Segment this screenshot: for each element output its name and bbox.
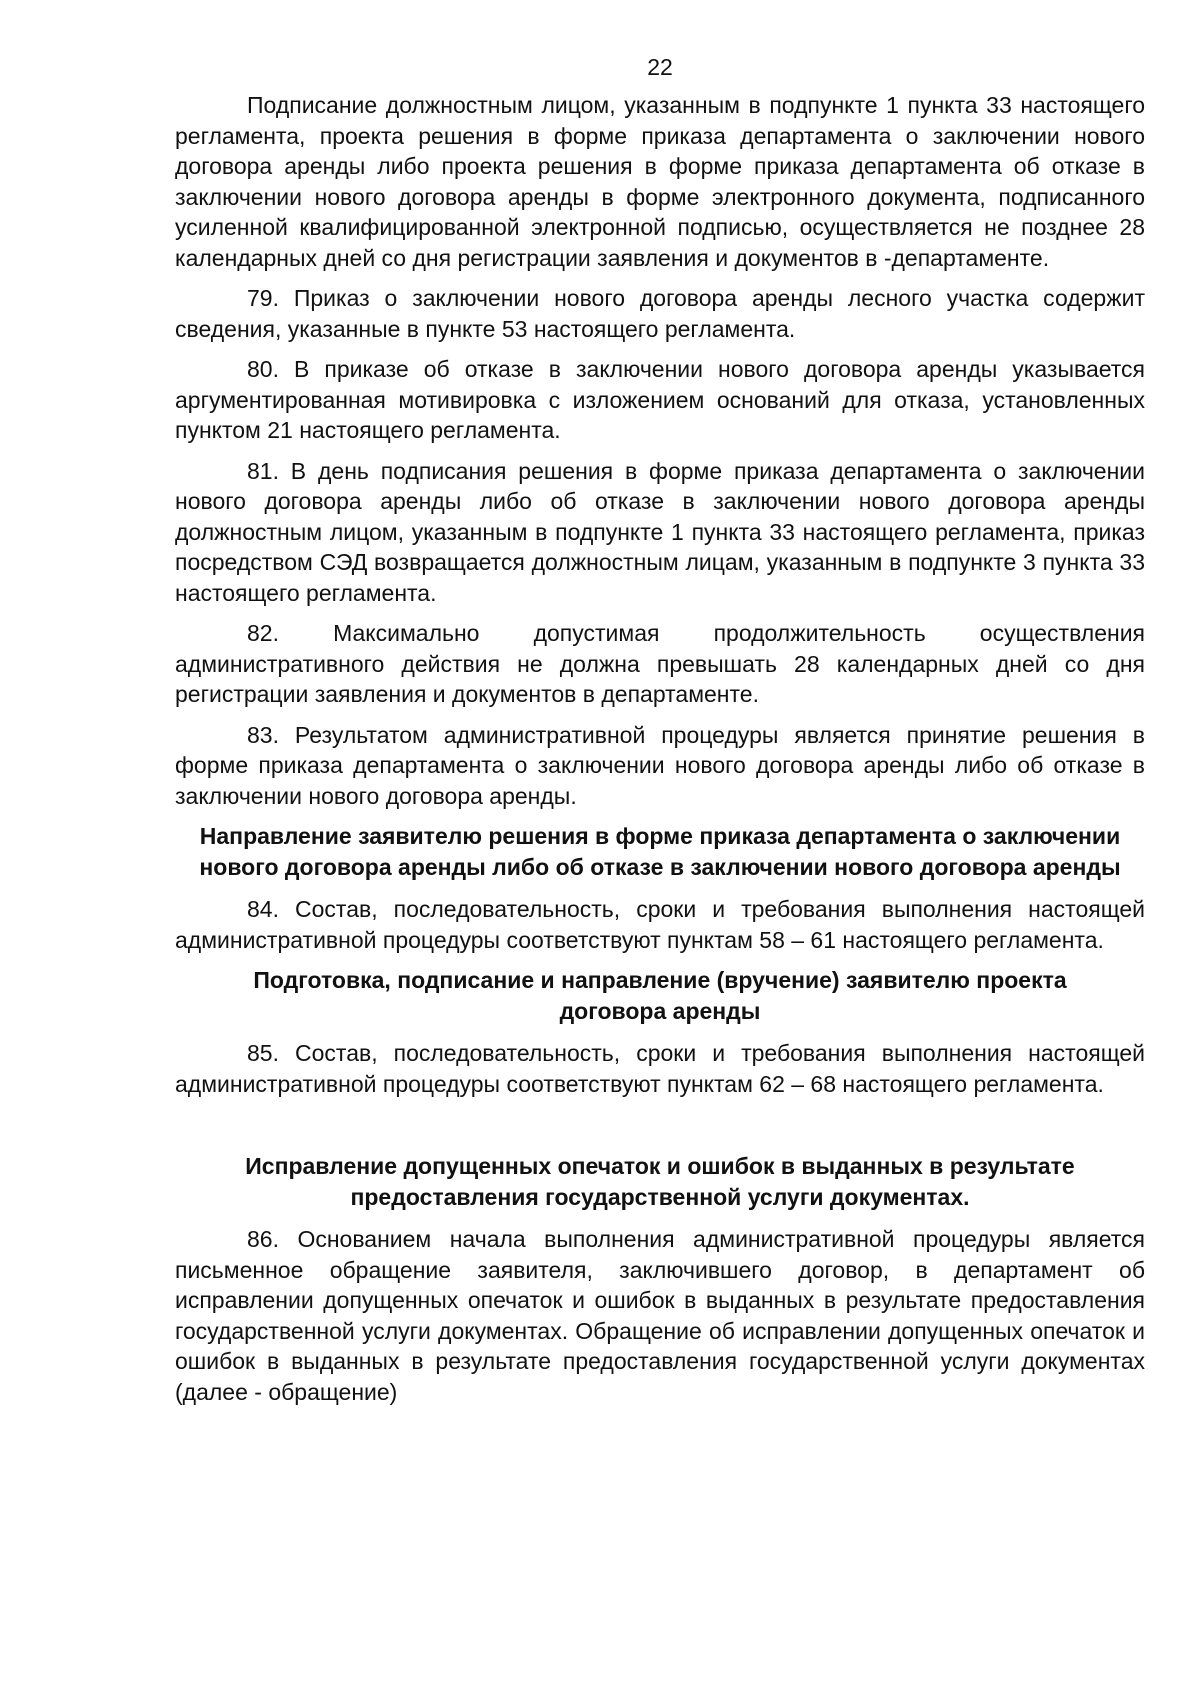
page-number: 22 — [647, 54, 673, 80]
paragraph-79: 79. Приказ о заключении нового договора аренды лесного участка содержит сведения, указанные в пункте 53 настоящего регламента. — [175, 285, 1145, 342]
paragraph-86: 86. Основанием начала выполнения административной процедуры является письменное обращение заявителя, заключившего договор, в департамент об исправлении допущенных опечаток и ошибок в выданных в результате предоставления государственной услуги документах. Обращение об исправлении допущенных опечаток и ошибок в выданных в результате предоставления государственной услуги документах (далее - обращение) — [175, 1226, 1145, 1405]
paragraph-82: 82. Максимально допустимая продолжительность осуществления административного действия не должна превышать 28 календарных дней со дня регистрации заявления и документов в департаменте. — [175, 620, 1145, 707]
section-heading-contract-preparation: Подготовка, подписание и направление (вручение) заявителю проекта договора аренды — [253, 967, 1067, 1024]
section-heading-error-correction: Исправление допущенных опечаток и ошибок в выданных в результате предоставления государственной услуги документах. — [245, 1153, 1075, 1210]
section-heading-sending-decision: Направление заявителю решения в форме приказа департамента о заключении нового договора аренды либо об отказе в заключении нового договора аренды — [199, 823, 1121, 880]
paragraph-83: 83. Результатом административной процедуры является принятие решения в форме приказа департамента о заключении нового договора аренды либо об отказе в заключении нового договора аренды. — [175, 721, 1145, 809]
paragraph-80: 80. В приказе об отказе в заключении нового договора аренды указывается аргументированная мотивировка с изложением оснований для отказа, установленных пунктом 21 настоящего регламента. — [175, 356, 1145, 443]
paragraph-85: 85. Состав, последовательность, сроки и требования выполнения настоящей административной процедуры соответствуют пунктам 62 – 68 настоящего регламента. — [175, 1040, 1145, 1097]
paragraph-84: 84. Состав, последовательность, сроки и требования выполнения настоящей административной процедуры соответствуют пунктам 58 – 61 настоящего регламента. — [175, 896, 1145, 953]
paragraph-signing: Подписание должностным лицом, указанным в подпункте 1 пункта 33 настоящего регламента, проекта решения в форме приказа департамента о заключении нового договора аренды либо проекта решения в форме приказа департамента об отказе в заключении нового договора аренды в форме электронного документа, подписанного усиленной квалифицированной электронной подписью, осуществляется не позднее 28 календарных дней со дня регистрации заявления и документов в -департаменте. — [175, 92, 1145, 271]
paragraph-81: 81. В день подписания решения в форме приказа департамента о заключении нового договора аренды либо об отказе в заключении нового договора аренды должностным лицом, указанным в подпункте 1 пункта 33 настоящего регламента, приказ посредством СЭД возвращается должностным лицам, указанным в подпункте 3 пункта 33 настоящего регламента. — [175, 457, 1145, 606]
document-page — [175, 52, 1145, 1417]
